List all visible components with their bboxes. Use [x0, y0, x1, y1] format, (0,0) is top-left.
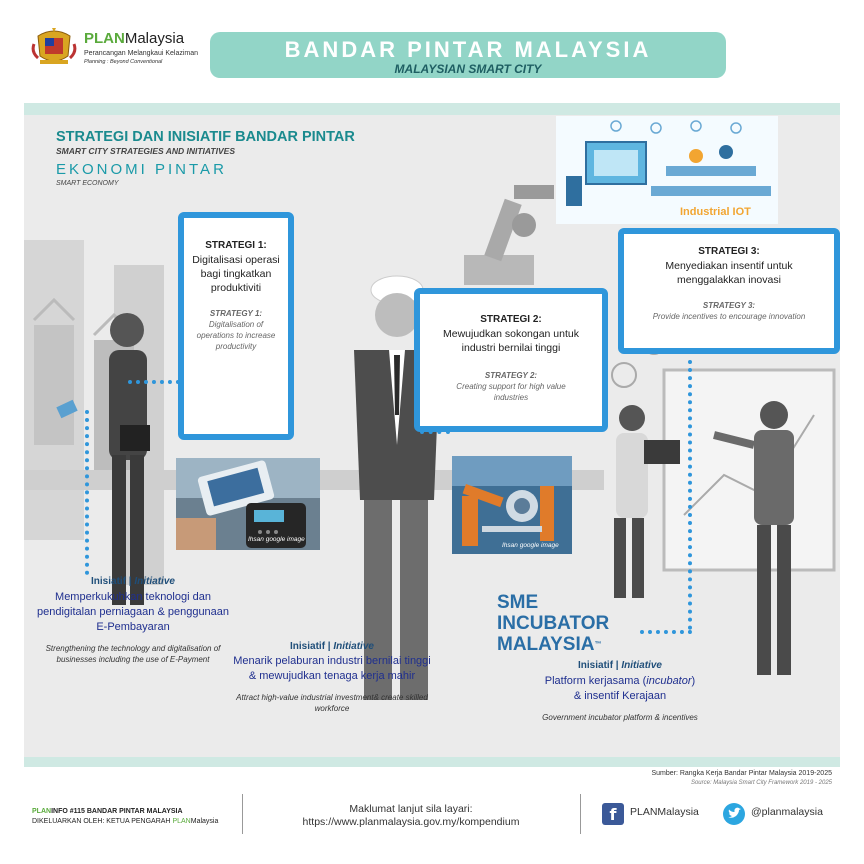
connector-1-v [85, 410, 89, 575]
initiative-3-desc-en: Government incubator platform & incentives [542, 713, 698, 722]
footer-more-info: Maklumat lanjut sila layari: [349, 803, 473, 815]
initiative-2-desc-en: Attract high-value industrial investment& create skilled workforce [236, 693, 428, 713]
facebook-handle[interactable]: PLANMalaysia [630, 806, 699, 818]
brand-tagline: Perancangan Melangkaui Kelaziman [84, 50, 199, 57]
strategy-2-title-en: STRATEGY 2: [484, 371, 538, 380]
connector-3-v [688, 360, 692, 630]
strategy-2-desc: Mewujudkan sokongan untuk industri bernilai tinggi [442, 328, 579, 354]
initiative-3-heading: Inisiatif | Initiative [578, 660, 662, 671]
strategy-3-title-en: STRATEGY 3: [702, 301, 756, 310]
strategy-2-card [414, 288, 608, 432]
strategy-3-desc: Menyediakan insentif untuk menggalakkan inovasi [665, 260, 793, 286]
initiative-2 [232, 641, 432, 714]
section-title-en: SMART CITY STRATEGIES AND INITIATIVES [56, 146, 235, 156]
initiative-2-desc: Menarik pelaburan industri bernilai tinggi & mewujudkan tenaga kerja mahir [233, 655, 431, 682]
epayment-photo [176, 458, 320, 550]
theme-title-en: SMART ECONOMY [56, 180, 119, 187]
facebook-icon[interactable]: f [602, 803, 624, 825]
section-title: STRATEGI DAN INISIATIF BANDAR PINTAR [56, 129, 355, 145]
sme-line1: SME [497, 592, 539, 613]
page-subtitle: MALAYSIAN SMART CITY [394, 62, 542, 76]
iot-label: Industrial IOT [680, 206, 751, 218]
strategy-1-desc-en: Digitalisation of operations to increase productivity [196, 320, 276, 351]
initiative-1-desc: Memperkukuhkan teknologi dan pendigitalan perniagaan & penggunaan E-Pembayaran [36, 591, 230, 633]
strategy-1-card [178, 212, 294, 440]
title-banner [210, 32, 726, 78]
industrial-robot-photo [452, 456, 572, 554]
brand-name: PLANMalaysia [84, 30, 185, 47]
strategy-1-title-en: STRATEGY 1: [209, 309, 263, 318]
theme-title: EKONOMI PINTAR [56, 161, 227, 178]
initiative-2-heading: Inisiatif | Initiative [290, 641, 374, 652]
panel-bottom-band [24, 757, 840, 767]
connector-3-h [640, 630, 692, 634]
sme-trademark: ™ [594, 641, 602, 648]
footer-issuer: DIKELUARKAN OLEH: KETUA PENGARAH PLANMalaysia [32, 818, 219, 825]
strategy-1-title: STRATEGI 1: [205, 240, 267, 251]
strategy-3-desc-en: Provide incentives to encourage innovation [652, 312, 806, 321]
initiative-1-desc-en: Strengthening the technology and digitalisation of businesses including the use of E-Payment [45, 644, 221, 664]
footer-url-link[interactable]: https://www.planmalaysia.gov.my/kompendium [302, 816, 520, 828]
connector-1-h [128, 380, 180, 384]
footer-divider-1 [242, 794, 243, 834]
page-title: BANDAR PINTAR MALAYSIA [284, 37, 652, 62]
malaysia-crest-icon [30, 26, 78, 70]
twitter-handle[interactable]: @planmalaysia [751, 806, 823, 818]
photo-credit-2: Ihsan google image [502, 542, 559, 549]
photo-credit-1: Ihsan google image [248, 536, 305, 543]
initiative-1-heading: Inisiatif | Initiative [91, 576, 175, 587]
sme-line2: INCUBATOR [497, 613, 610, 634]
strategy-3-title: STRATEGI 3: [698, 246, 760, 257]
initiative-1 [30, 576, 236, 665]
strategy-3-card [618, 228, 840, 354]
strategy-2-desc-en: Creating support for high value industries [456, 382, 566, 402]
footer-info-id: PLANINFO #115 BANDAR PINTAR MALAYSIA [32, 808, 183, 815]
initiative-3-desc: Platform kerjasama (incubator) & insentif Kerajaan [544, 675, 696, 702]
panel-top-band [24, 103, 840, 115]
sme-line3: MALAYSIA [497, 634, 595, 655]
source-text-en: Source: Malaysia Smart City Framework 2019 - 2025 [690, 780, 832, 786]
planmalaysia-logo [30, 26, 210, 70]
sme-incubator-logo [497, 592, 637, 655]
initiative-3 [540, 660, 700, 723]
source-text: Sumber: Rangka Kerja Bandar Pintar Malaysia 2019-2025 [651, 770, 832, 777]
brand-tagline-en: Planning : Beyond Conventional [84, 59, 163, 65]
strategy-1-desc: Digitalisasi operasi bagi tingkatkan produktiviti [192, 254, 280, 294]
footer-divider-2 [580, 794, 581, 834]
strategy-2-title: STRATEGI 2: [480, 314, 542, 325]
twitter-icon[interactable] [723, 803, 745, 825]
